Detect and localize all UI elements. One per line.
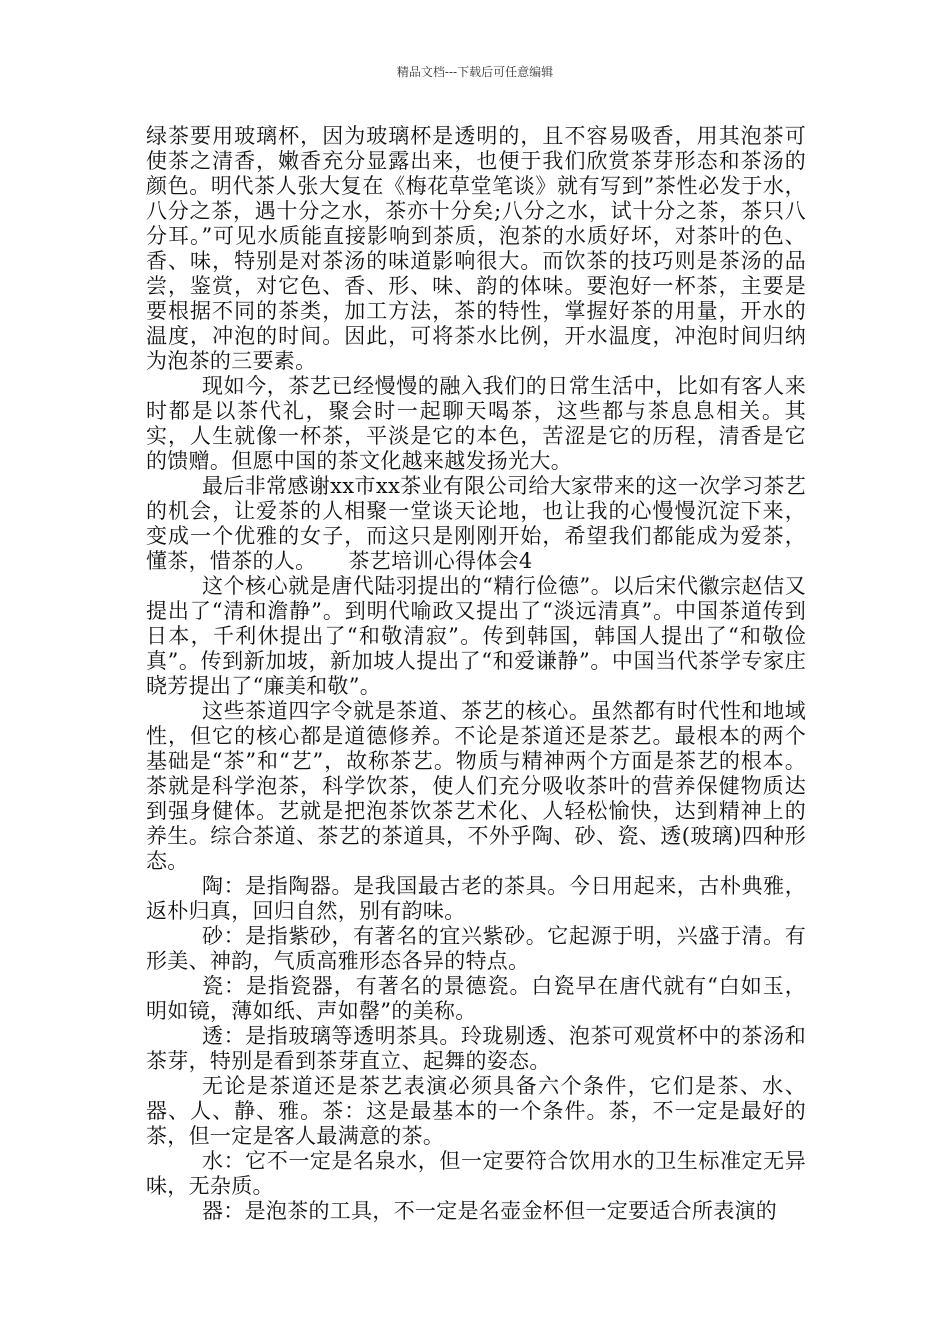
paragraph-tea-daily-life: 现如今，茶艺已经慢慢的融入我们的日常生活中，比如有客人来时都是以茶代礼，聚会时一起聊天喝茶，这些都与茶息息相关。其实，人生就像一杯茶，平淡是它的本色，苦涩是它的历程，清香是它的馈赠。但愿中国的茶文化越来越发扬光大。 bbox=[146, 374, 806, 473]
paragraph-utensils: 器：是泡茶的工具，不一定是名壶金杯但一定要适合所表演的 bbox=[202, 1199, 778, 1223]
paragraph-porcelain: 瓷：是指瓷器，有著名的景德瓷。白瓷早在唐代就有“白如玉，明如镜，薄如纸、声如罄”的美称。 bbox=[146, 974, 806, 1023]
paragraph-six-conditions: 无论是茶道还是茶艺表演必须具备六个条件，它们是茶、水、器、人、静、雅。茶：这是最基本的一个条件。茶，不一定是最好的茶，但一定是客人最满意的茶。 bbox=[146, 1074, 806, 1148]
paragraph-pottery: 陶：是指陶器。是我国最古老的茶具。今日用起来，古朴典雅，返朴归真，回归自然，别有韵味。 bbox=[146, 874, 806, 923]
paragraph-glass: 透：是指玻璃等透明茶具。玲珑剔透、泡茶可观赏杯中的茶汤和茶芽，特别是看到茶芽直立、起舞的姿态。 bbox=[146, 1024, 806, 1073]
page-header: 精品文档---下载后可任意编辑 bbox=[396, 65, 554, 79]
paragraph-thanks: 最后非常感谢xx市xx茶业有限公司给大家带来的这一次学习茶艺的机会，让爱茶的人相聚一堂谈天论地，也让我的心慢慢沉淀下来，变成一个优雅的女子，而这只是刚刚开始，希望我们都能成为爱茶，懂茶，惜茶的人。 茶艺培训心得体会4 bbox=[146, 474, 806, 573]
paragraph-zisha: 砂：是指紫砂，有著名的宜兴紫砂。它起源于明，兴盛于清。有形美、神韵，气质高雅形态各异的特点。 bbox=[146, 924, 806, 973]
paragraph-green-tea-glass: 绿茶要用玻璃杯，因为玻璃杯是透明的，且不容易吸香，用其泡茶可使茶之清香，嫩香充分显露出来，也便于我们欣赏茶芽形态和茶汤的颜色。明代茶人张大复在《梅花草堂笔谈》就有写到”茶性必发于水，八分之茶，遇十分之水，茶亦十分矣;八分之水，试十分之茶，茶只八分耳。”可见水质能直接影响到茶质，泡茶的水质好坏，对茶叶的色、香、味，特别是对茶汤的味道影响很大。而饮茶的技巧则是茶汤的品尝，鉴赏，对它色、香、形、味、韵的体味。要泡好一杯茶，主要是要根据不同的茶类，加工方法，茶的特性，掌握好茶的用量，开水的温度，冲泡的时间。因此，可将茶水比例，开水温度，冲泡时间归纳为泡茶的三要素。 bbox=[146, 124, 806, 373]
paragraph-water: 水：它不一定是名泉水，但一定要符合饮用水的卫生标准定无异味，无杂质。 bbox=[146, 1149, 806, 1198]
document-body bbox=[146, 124, 806, 1224]
paragraph-tea-spirit: 这个核心就是唐代陆羽提出的“精行俭德”。以后宋代徽宗赵佶又提出了“清和澹静”。到明代喻政又提出了“淡远清真”。中国茶道传到日本，千利休提出了“和敬清寂”。传到韩国，韩国人提出了“和敬俭真”。传到新加坡，新加坡人提出了“和爱谦静”。中国当代茶学专家庄晓芳提出了“廉美和敬”。 bbox=[146, 574, 806, 698]
paragraph-tea-core: 这些茶道四字令就是茶道、茶艺的核心。虽然都有时代性和地域性，但它的核心都是道德修养。不论是茶道还是茶艺。最根本的两个基础是“茶”和“艺”，故称茶艺。物质与精神两个方面是茶艺的根本。茶就是科学泡茶，科学饮茶，使人们充分吸收茶叶的营养保健物质达到强身健体。艺就是把泡茶饮茶艺术化、人轻松愉快，达到精神上的养生。综合茶道、茶艺的茶道具，不外乎陶、砂、瓷、透(玻璃)四种形态。 bbox=[146, 699, 806, 873]
